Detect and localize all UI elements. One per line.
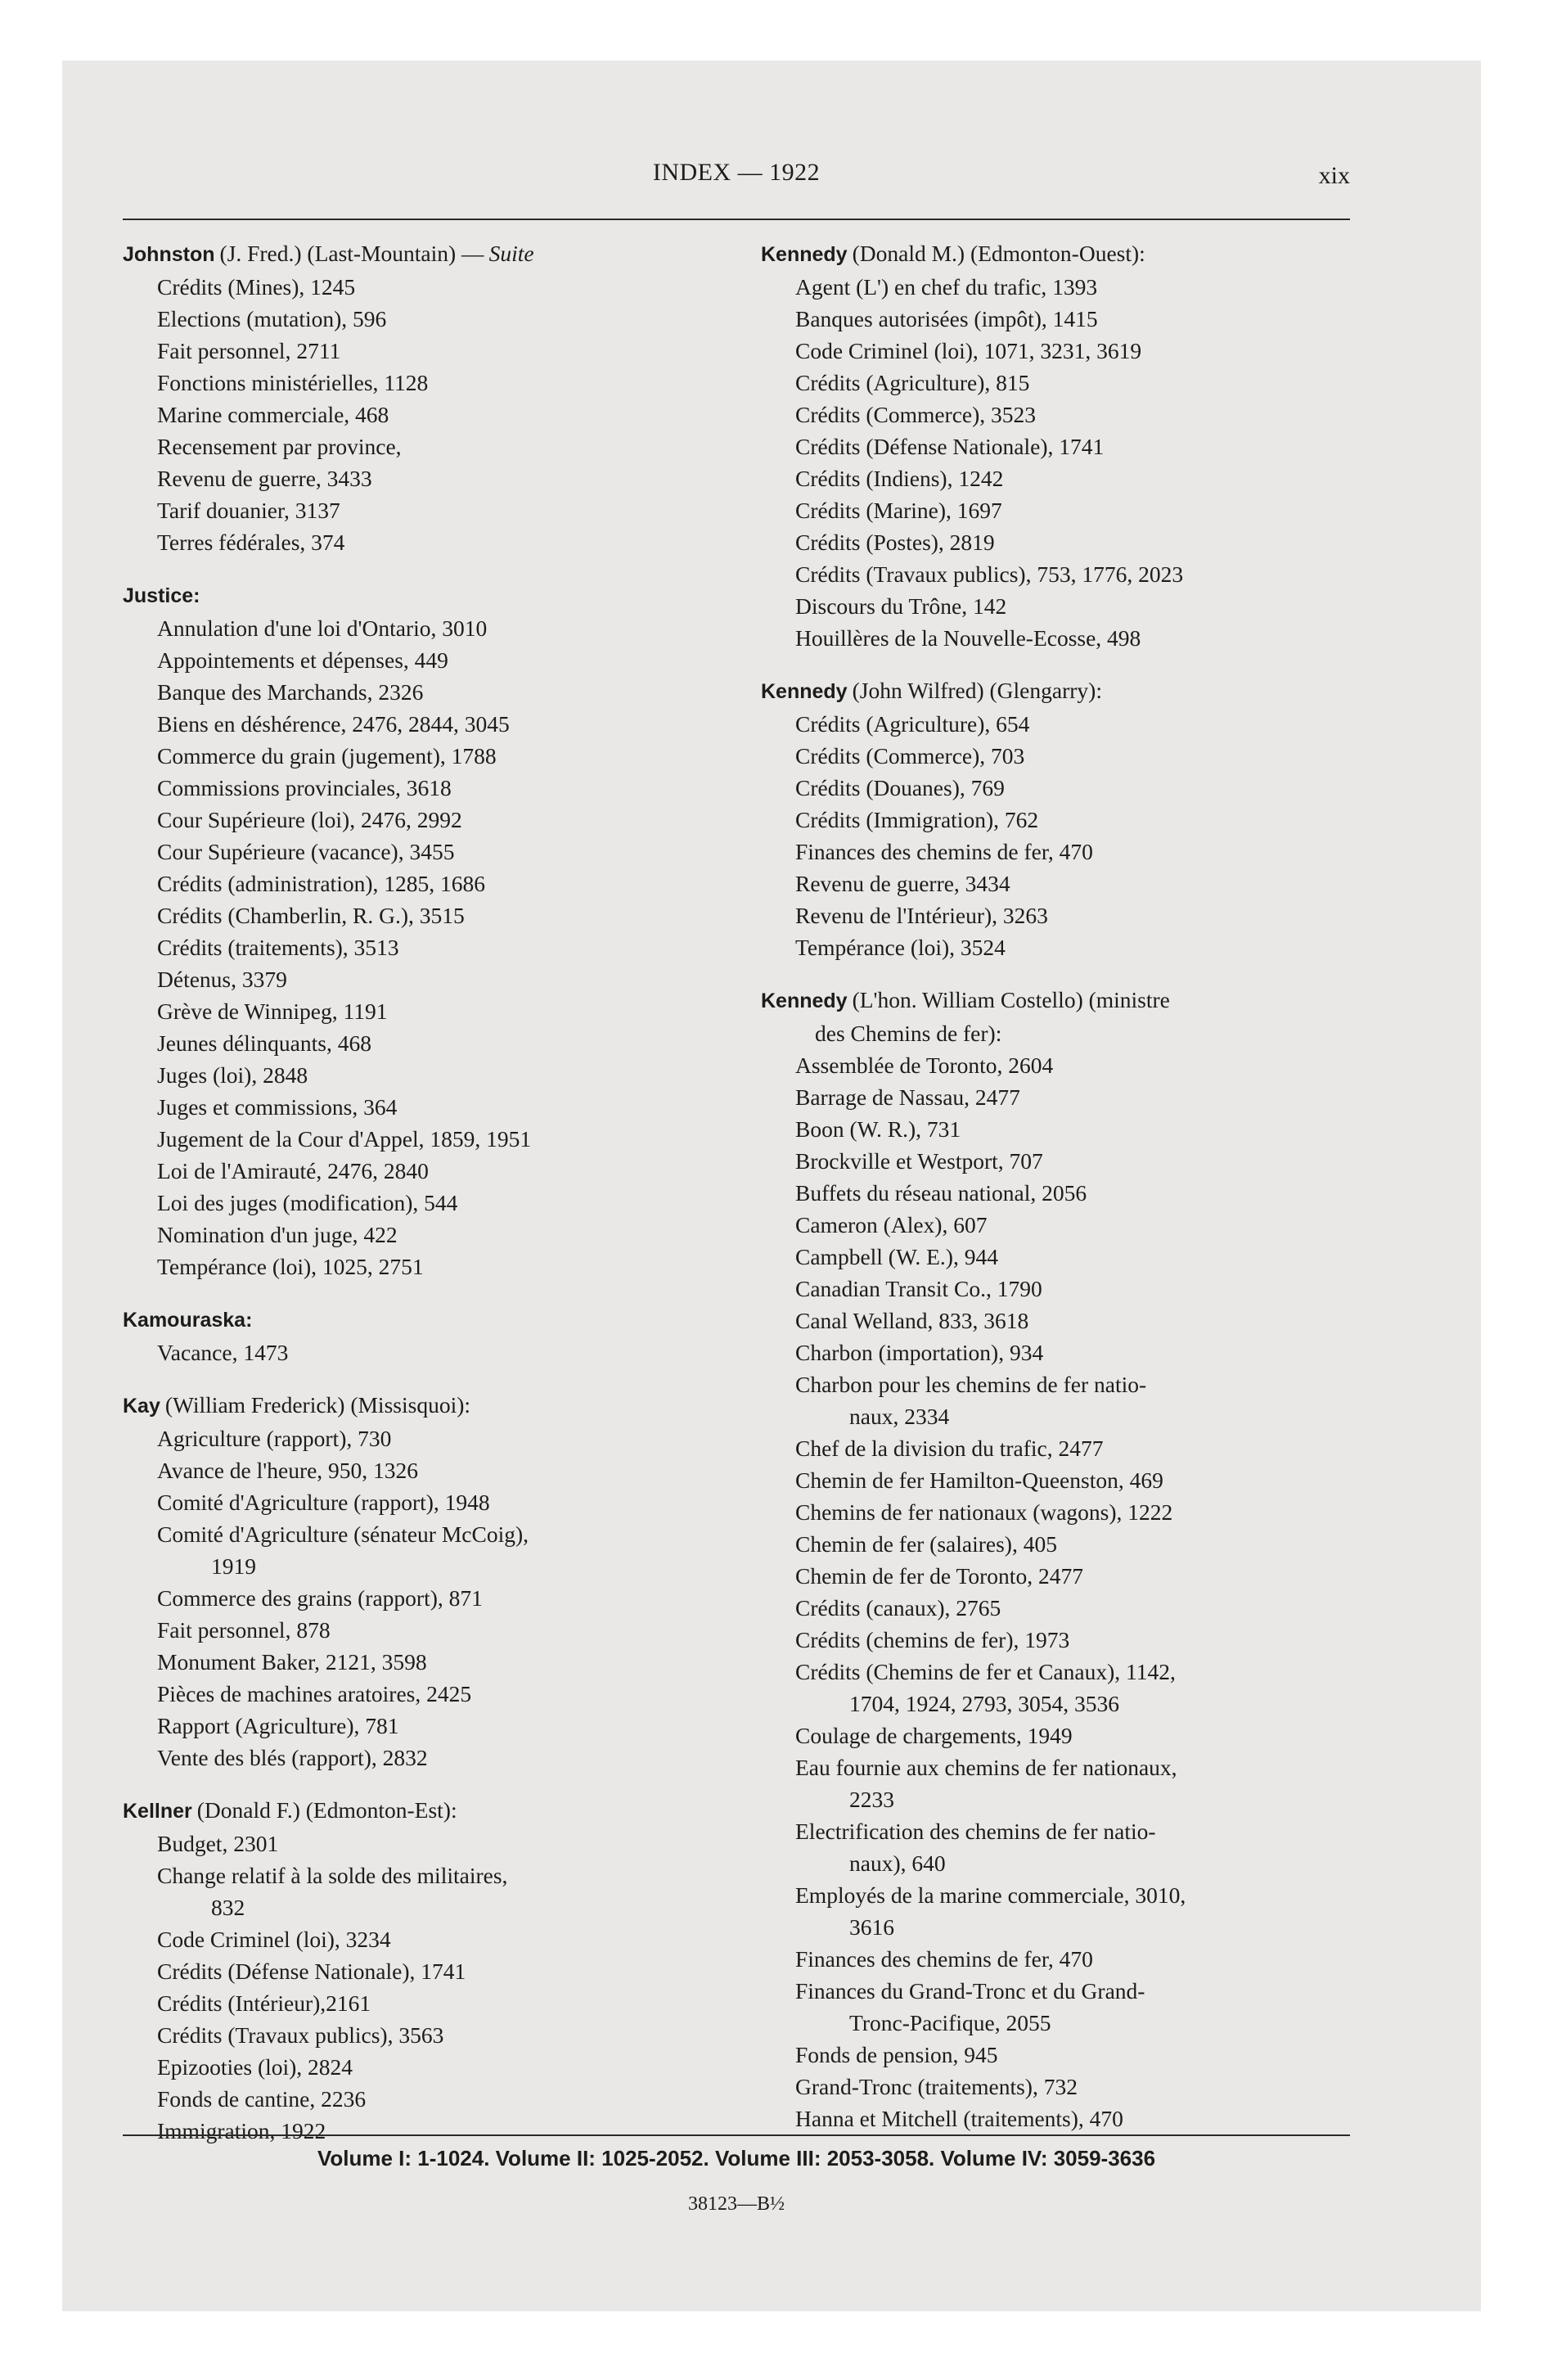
subentry: Canadian Transit Co., 1790 (795, 1276, 1042, 1301)
subentry: Comité d'Agriculture (rapport), 1948 (157, 1490, 490, 1515)
subentry: Vente des blés (rapport), 2832 (157, 1745, 428, 1770)
subentry: Crédits (Défense Nationale), 1741 (157, 1959, 466, 1984)
entry-heading-continuation: des Chemins de fer): (815, 1021, 1002, 1046)
entry-heading (123, 237, 712, 271)
subentry: Rapport (Agriculture), 781 (157, 1713, 399, 1738)
subentry: Commerce des grains (rapport), 871 (157, 1585, 483, 1611)
subentry: Chef de la division du trafic, 2477 (795, 1436, 1104, 1461)
subentry: Brockville et Westport, 707 (795, 1148, 1043, 1174)
subentry: Code Criminel (loi), 1071, 3231, 3619 (795, 338, 1142, 363)
subentry: Nomination d'un juge, 422 (157, 1222, 398, 1247)
subentry: Chemins de fer nationaux (wagons), 1222 (795, 1499, 1173, 1525)
subentry: Cour Supérieure (vacance), 3455 (157, 839, 455, 864)
entry-descriptor: (Donald M.) (Edmonton-Ouest): (852, 241, 1145, 266)
subentry: Juges (loi), 2848 (157, 1062, 308, 1088)
subentry: Détenus, 3379 (157, 967, 287, 992)
subentry: Assemblée de Toronto, 2604 (795, 1053, 1054, 1078)
volume-ranges: Volume I: 1-1024. Volume II: 1025-2052. Volume III: 2053-3058. Volume IV: 3059-3636 (317, 2146, 1156, 2170)
subentry: Budget, 2301 (157, 1831, 279, 1856)
print-code: 38123—B½ (687, 2193, 785, 2215)
subentry-continuation: 1704, 1924, 2793, 3054, 3536 (849, 1691, 1119, 1716)
subentry: Buffets du réseau national, 2056 (795, 1180, 1087, 1206)
subentry: Change relatif à la solde des militaires, (157, 1863, 508, 1888)
subentry: Agriculture (rapport), 730 (157, 1426, 392, 1451)
subentry: Crédits (canaux), 2765 (795, 1595, 1001, 1620)
entry-name: Kamouraska: (123, 1309, 253, 1332)
entry-suite: Suite (488, 241, 534, 266)
entry-name: Justice: (123, 584, 200, 607)
subentry-continuation: naux), 640 (849, 1850, 946, 1876)
subentry-continuation: Tronc-Pacifique, 2055 (849, 2010, 1051, 2035)
subentry: Crédits (Douanes), 769 (795, 775, 1005, 800)
subentry: Finances du Grand-Tronc et du Grand- (795, 1978, 1145, 2004)
entry-heading (123, 1303, 712, 1336)
subentry: Employés de la marine commerciale, 3010, (795, 1882, 1186, 1908)
subentry: Crédits (Travaux publics), 753, 1776, 2023 (795, 561, 1184, 587)
subentry: Campbell (W. E.), 944 (795, 1244, 998, 1269)
subentry: Charbon (importation), 934 (795, 1340, 1044, 1365)
right-column (761, 237, 1350, 2134)
subentry: Marine commerciale, 468 (157, 402, 389, 427)
subentry: Fait personnel, 2711 (157, 338, 341, 363)
index-entry (761, 674, 1350, 963)
subentry: Commissions provinciales, 3618 (157, 775, 452, 800)
subentry: Houillères de la Nouvelle-Ecosse, 498 (795, 625, 1141, 651)
subentry: Crédits (Postes), 2819 (795, 530, 995, 555)
subentry: Annulation d'une loi d'Ontario, 3010 (157, 615, 488, 641)
bottom-rule (123, 2134, 1350, 2136)
subentry: Crédits (chemins de fer), 1973 (795, 1627, 1070, 1652)
entry-name: Kay (123, 1395, 160, 1418)
subentry: Charbon pour les chemins de fer natio- (795, 1372, 1147, 1397)
index-entry (123, 1303, 712, 1368)
subentry: Cameron (Alex), 607 (795, 1212, 988, 1237)
subentry: Crédits (Chemins de fer et Canaux), 1142, (795, 1659, 1176, 1684)
subentry: Terres fédérales, 374 (157, 530, 345, 555)
subentry: Appointements et dépenses, 449 (157, 647, 448, 673)
subentry: Crédits (Commerce), 3523 (795, 402, 1037, 427)
index-entry (123, 237, 712, 558)
subentry: Crédits (Agriculture), 654 (795, 711, 1030, 737)
subentry: Revenu de guerre, 3434 (795, 871, 1010, 896)
subentry: Fonds de pension, 945 (795, 2042, 998, 2067)
subentry: Recensement par province, (157, 434, 402, 459)
subentry: Banque des Marchands, 2326 (157, 679, 424, 705)
subentry: Fonctions ministérielles, 1128 (157, 370, 429, 395)
entry-name: Kennedy (761, 989, 848, 1012)
subentry: Crédits (Mines), 1245 (157, 274, 356, 300)
left-column (123, 237, 712, 2147)
entry-name: Kellner (123, 1800, 192, 1823)
subentry: Finances des chemins de fer, 470 (795, 839, 1093, 864)
subentry: Eau fournie aux chemins de fer nationaux, (795, 1755, 1177, 1780)
subentry: Crédits (Intérieur),2161 (157, 1990, 371, 2016)
subentry: Fonds de cantine, 2236 (157, 2086, 367, 2112)
entry-descriptor: (William Frederick) (Missisquoi): (164, 1392, 471, 1418)
running-head (123, 156, 1350, 196)
subentry-continuation: 832 (211, 1895, 245, 1920)
index-entry (123, 579, 712, 1282)
subentry: Avance de l'heure, 950, 1326 (157, 1458, 419, 1483)
index-entry (761, 984, 1350, 2134)
entry-descriptor: (L'hon. William Costello) (ministre (852, 987, 1170, 1012)
entry-heading (123, 1389, 712, 1422)
subentry: Grand-Tronc (traitements), 732 (795, 2074, 1078, 2099)
subentry: Crédits (Agriculture), 815 (795, 370, 1030, 395)
entry-name: Kennedy (761, 680, 848, 703)
subentry: Jeunes délinquants, 468 (157, 1030, 371, 1056)
subentry: Juges et commissions, 364 (157, 1094, 398, 1120)
entry-heading (761, 984, 1350, 1017)
subentry: Crédits (Marine), 1697 (795, 498, 1002, 523)
subentry: Comité d'Agriculture (sénateur McCoig), (157, 1521, 529, 1547)
entry-descriptor: (J. Fred.) (Last-Mountain) — (219, 241, 484, 266)
entry-descriptor: (John Wilfred) (Glengarry): (852, 678, 1102, 703)
subentry: Chemin de fer (salaires), 405 (795, 1531, 1057, 1557)
subentry: Code Criminel (loi), 3234 (157, 1927, 391, 1952)
subentry: Agent (L') en chef du trafic, 1393 (795, 274, 1098, 300)
subentry: Jugement de la Cour d'Appel, 1859, 1951 (157, 1126, 532, 1152)
subentry: Elections (mutation), 596 (157, 306, 387, 331)
entry-descriptor: (Donald F.) (Edmonton-Est): (196, 1797, 457, 1823)
subentry: Tarif douanier, 3137 (157, 498, 340, 523)
entry-name: Kennedy (761, 243, 848, 266)
subentry: Crédits (administration), 1285, 1686 (157, 871, 485, 896)
entry-heading (123, 1794, 712, 1828)
subentry: Pièces de machines aratoires, 2425 (157, 1681, 472, 1706)
subentry: Crédits (Indiens), 1242 (795, 466, 1004, 491)
subentry: Grève de Winnipeg, 1191 (157, 998, 388, 1024)
subentry-continuation: 2233 (849, 1787, 894, 1812)
subentry: Loi des juges (modification), 544 (157, 1190, 458, 1215)
page-title: INDEX — 1922 (652, 159, 821, 186)
subentry: Crédits (Chamberlin, R. G.), 3515 (157, 903, 465, 928)
subentry: Revenu de l'Intérieur), 3263 (795, 903, 1048, 928)
index-entry (123, 1389, 712, 1774)
subentry: Tempérance (loi), 3524 (795, 935, 1006, 960)
entry-heading (761, 237, 1350, 271)
subentry: Chemin de fer de Toronto, 2477 (795, 1563, 1083, 1589)
subentry: Fait personnel, 878 (157, 1617, 331, 1643)
page-number: xix (1318, 162, 1350, 189)
subentry: Finances des chemins de fer, 470 (795, 1946, 1093, 1972)
subentry: Crédits (Commerce), 703 (795, 743, 1025, 769)
subentry: Canal Welland, 833, 3618 (795, 1308, 1029, 1333)
subentry: Biens en déshérence, 2476, 2844, 3045 (157, 711, 510, 737)
subentry: Vacance, 1473 (157, 1340, 289, 1365)
subentry: Immigration, 1922 (157, 2118, 326, 2143)
subentry: Cour Supérieure (loi), 2476, 2992 (157, 807, 462, 832)
index-entry (123, 1794, 712, 2147)
index-page (123, 156, 1350, 2267)
subentry: Crédits (Travaux publics), 3563 (157, 2022, 444, 2048)
subentry: Crédits (traitements), 3513 (157, 935, 399, 960)
subentry: Loi de l'Amirauté, 2476, 2840 (157, 1158, 429, 1183)
subentry-continuation: naux, 2334 (849, 1404, 950, 1429)
subentry: Coulage de chargements, 1949 (795, 1723, 1073, 1748)
subentry: Discours du Trône, 142 (795, 593, 1007, 619)
entry-heading (761, 674, 1350, 708)
subentry: Commerce du grain (jugement), 1788 (157, 743, 497, 769)
subentry: Crédits (Immigration), 762 (795, 807, 1039, 832)
subentry: Banques autorisées (impôt), 1415 (795, 306, 1098, 331)
subentry: Boon (W. R.), 731 (795, 1116, 961, 1142)
subentry-continuation: 1919 (211, 1553, 256, 1579)
subentry: Hanna et Mitchell (traitements), 470 (795, 2106, 1123, 2131)
subentry: Tempérance (loi), 1025, 2751 (157, 1254, 424, 1279)
top-rule (123, 219, 1350, 220)
entry-name: Johnston (123, 243, 215, 266)
subentry-continuation: 3616 (849, 1914, 894, 1940)
subentry: Chemin de fer Hamilton-Queenston, 469 (795, 1467, 1163, 1493)
subentry: Revenu de guerre, 3433 (157, 466, 372, 491)
index-entry (761, 237, 1350, 654)
subentry: Electrification des chemins de fer natio- (795, 1819, 1156, 1844)
subentry: Monument Baker, 2121, 3598 (157, 1649, 427, 1675)
entry-heading (123, 579, 712, 612)
subentry: Barrage de Nassau, 2477 (795, 1084, 1020, 1110)
subentry: Crédits (Défense Nationale), 1741 (795, 434, 1105, 459)
subentry: Epizooties (loi), 2824 (157, 2054, 353, 2080)
